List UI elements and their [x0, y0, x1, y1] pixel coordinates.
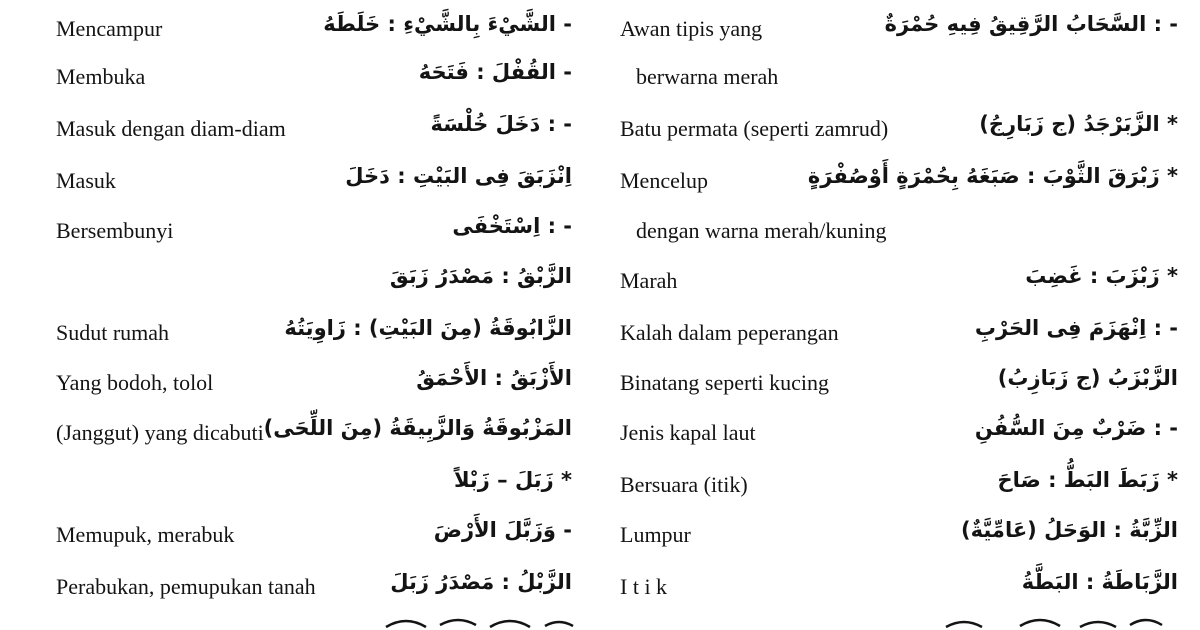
entry-row: [600, 6, 1200, 52]
arabic-entry: * زَبَلَ – زَبْلاً: [453, 468, 572, 492]
entry-row: [600, 360, 1200, 406]
entry-row: [0, 512, 590, 558]
indonesian-meaning: Masuk: [56, 168, 116, 193]
entry-row: [0, 106, 590, 152]
indonesian-meaning: Jenis kapal laut: [620, 420, 756, 445]
indonesian-meaning: dengan warna merah/kuning: [636, 218, 887, 243]
arabic-entry: الزَّبْزَبُ (ج زَبَازِبُ): [997, 366, 1178, 390]
arabic-entry: - : دَخَلَ خُلْسَةً: [430, 112, 572, 136]
arabic-entry: الأَزْبَقُ : الأَحْمَقُ: [416, 366, 572, 390]
indonesian-meaning: (Janggut) yang dicabuti: [56, 420, 264, 445]
indonesian-meaning: Marah: [620, 268, 678, 293]
indonesian-meaning: Memupuk, merabuk: [56, 522, 235, 547]
entry-row: [600, 258, 1200, 304]
entry-row: [0, 158, 590, 204]
entry-row: [600, 410, 1200, 456]
indonesian-meaning: Mencelup: [620, 168, 708, 193]
cut-off-glyphs: [380, 617, 580, 630]
indonesian-meaning: Membuka: [56, 64, 146, 89]
cut-off-arabic-line: [940, 616, 1170, 630]
entry-row: [0, 54, 590, 100]
indonesian-meaning: Sudut rumah: [56, 320, 170, 345]
arabic-entry: * زَبْرَقَ الثَّوْبَ : صَبَغَهُ بِحُمْرَةٍ أَوْصُفْرَةٍ: [807, 164, 1178, 188]
indonesian-meaning: Bersuara (itik): [620, 472, 748, 497]
arabic-entry: الزَّبَاطَةُ : البَطَّةُ: [1021, 570, 1178, 594]
arabic-entry: - الشَّيْءَ بِالشَّيْءِ : خَلَطَهُ: [323, 12, 572, 36]
indonesian-meaning: berwarna merah: [636, 64, 779, 89]
indonesian-meaning: Lumpur: [620, 522, 691, 547]
arabic-entry: الزِّبَّةُ : الوَحَلُ (عَامِّيَّةٌ): [961, 518, 1178, 542]
entry-row: [600, 54, 1200, 100]
right-column: [600, 0, 1200, 630]
entry-row: [0, 258, 590, 304]
cut-off-arabic-line: [380, 616, 580, 630]
cut-off-glyphs: [940, 617, 1170, 630]
arabic-entry: المَزْبُوقَةُ وَالزَّبِيقَةُ (مِنَ اللِّحَى): [263, 416, 572, 440]
entry-row: [0, 360, 590, 406]
arabic-entry: - وَزَبَّلَ الأَرْضَ: [433, 518, 572, 542]
indonesian-meaning: Yang bodoh, tolol: [56, 370, 214, 395]
arabic-entry: - : اِسْتَخْفَى: [452, 214, 572, 238]
arabic-entry: * الزَّبَرْجَدُ (ج زَبَارِجُ): [979, 112, 1178, 136]
left-column: [0, 0, 590, 630]
arabic-entry: الزَّابُوقَةُ (مِنَ البَيْتِ) : زَاوِيَتُهُ: [284, 316, 572, 340]
entry-row: [600, 462, 1200, 508]
arabic-entry: - : السَّحَابُ الرَّقِيقُ فِيهِ حُمْرَةٌ: [884, 12, 1178, 36]
indonesian-meaning: Masuk dengan diam-diam: [56, 116, 286, 141]
entry-row: [0, 208, 590, 254]
entry-row: [0, 462, 590, 508]
indonesian-meaning: Kalah dalam peperangan: [620, 320, 839, 345]
entry-row: [0, 410, 590, 456]
arabic-entry: - : اِنْهَزَمَ فِى الحَرْبِ: [974, 316, 1178, 340]
arabic-entry: - : ضَرْبٌ مِنَ السُّفُنِ: [974, 416, 1178, 440]
indonesian-meaning: Bersembunyi: [56, 218, 174, 243]
entry-row: [600, 158, 1200, 204]
indonesian-meaning: Binatang seperti kucing: [620, 370, 829, 395]
entry-row: [600, 512, 1200, 558]
arabic-entry: - القُفْلَ : فَتَحَهُ: [418, 60, 572, 84]
indonesian-meaning: Mencampur: [56, 16, 163, 41]
indonesian-meaning: Perabukan, pemupukan tanah: [56, 574, 316, 599]
entry-row: [0, 310, 590, 356]
arabic-entry: * زَبَطَ البَطُّ : صَاحَ: [997, 468, 1178, 492]
arabic-entry: الزَّبْقُ : مَصْدَرُ زَبَقَ: [389, 264, 572, 288]
arabic-entry: اِنْزَبَقَ فِى البَيْتِ : دَخَلَ: [345, 164, 572, 188]
entry-row: [600, 208, 1200, 254]
indonesian-meaning: I t i k: [620, 574, 668, 599]
entry-row: [600, 310, 1200, 356]
indonesian-meaning: Batu permata (seperti zamrud): [620, 116, 889, 141]
indonesian-meaning: Awan tipis yang: [620, 16, 763, 41]
entry-row: [0, 564, 590, 610]
entry-row: [600, 106, 1200, 152]
arabic-entry: الزَّبْلُ : مَصْدَرُ زَبَلَ: [390, 570, 572, 594]
entry-row: [600, 564, 1200, 610]
entry-row: [0, 6, 590, 52]
arabic-entry: * زَبْزَبَ : غَضِبَ: [1025, 264, 1178, 288]
